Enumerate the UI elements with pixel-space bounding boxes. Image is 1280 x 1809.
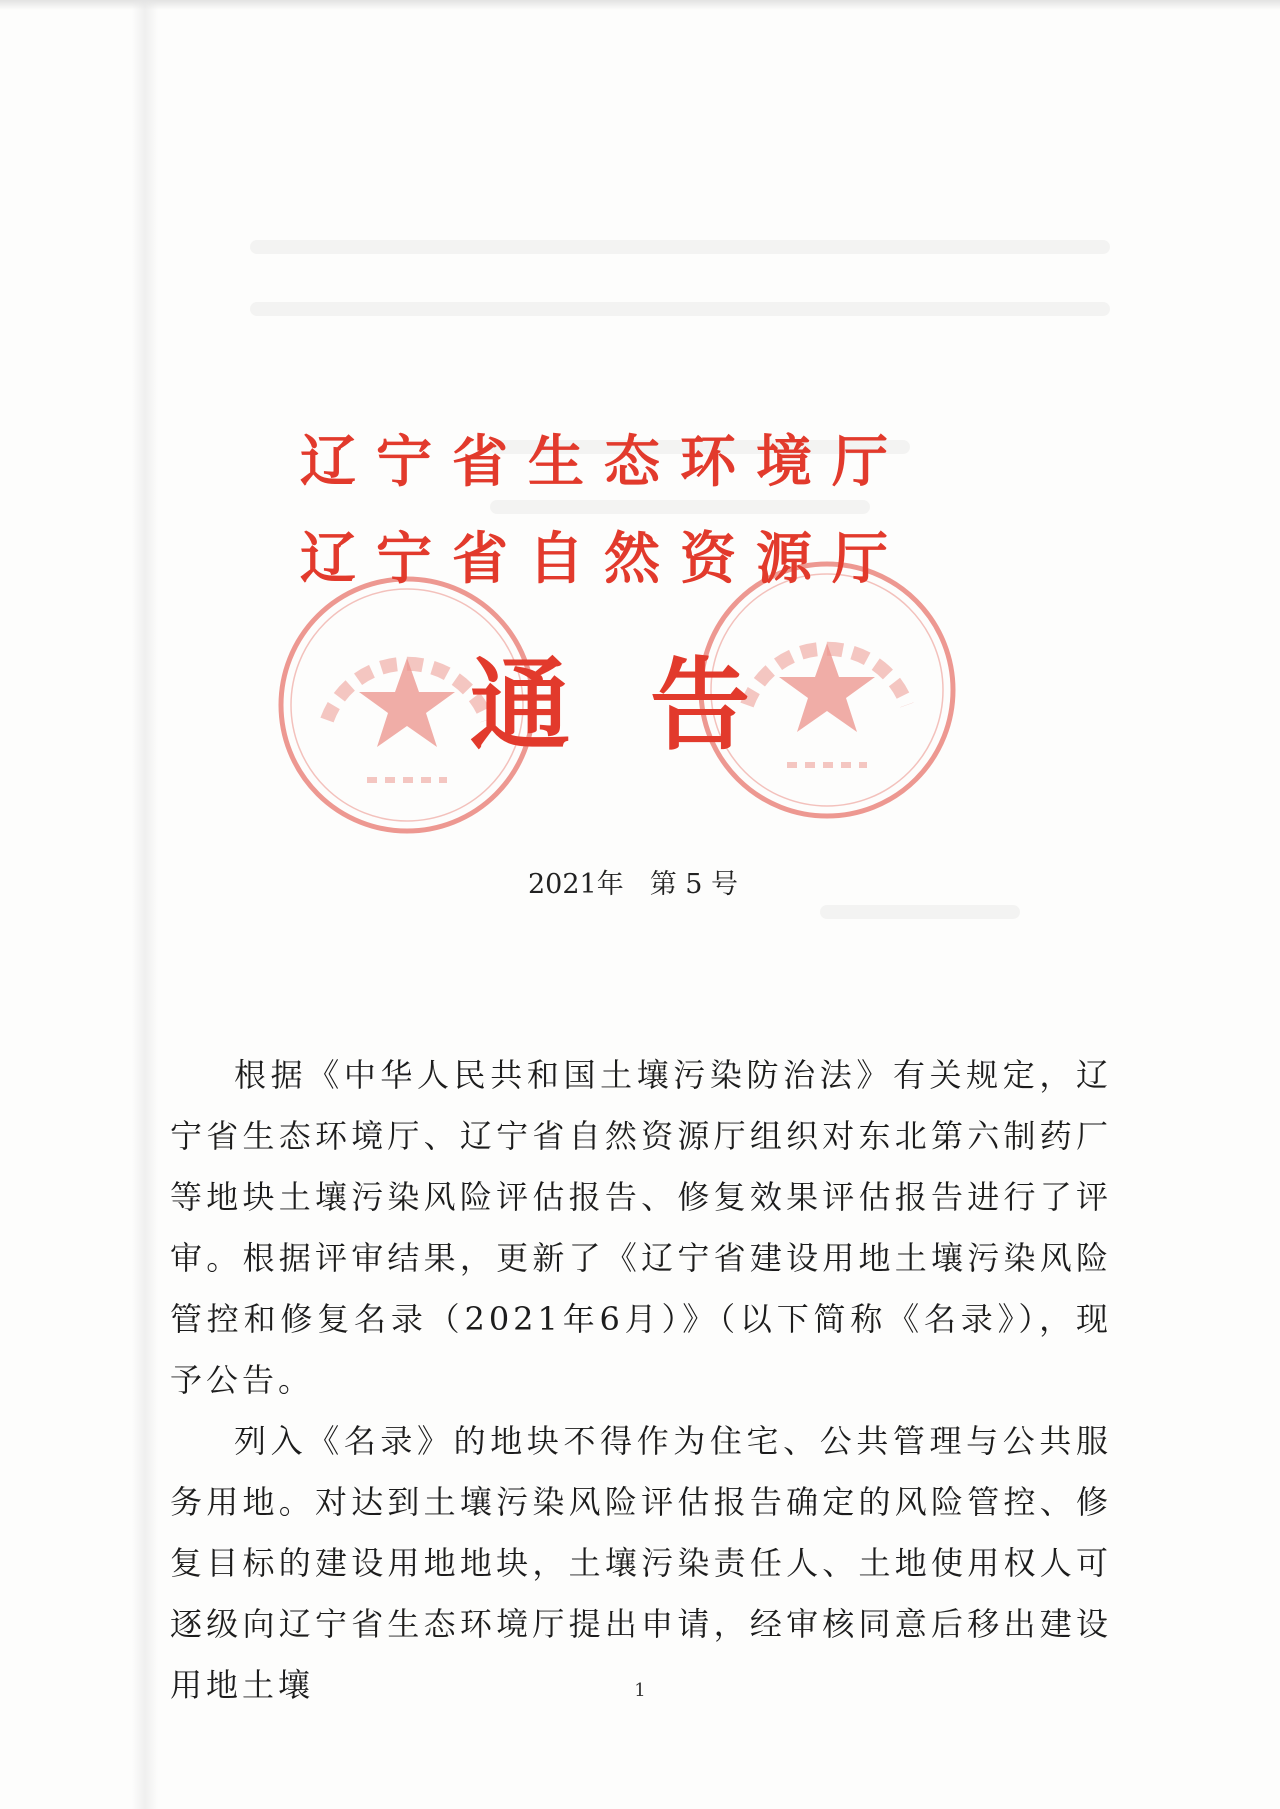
show-through-line	[250, 302, 1110, 316]
page-number: 1	[634, 1680, 646, 1701]
show-through-line	[820, 905, 1020, 919]
show-through-line	[250, 240, 1110, 254]
document-year: 2021年	[528, 869, 624, 900]
scan-top-edge	[0, 0, 1280, 10]
document-serial: 第 5 号	[649, 869, 739, 900]
show-through-line	[490, 500, 870, 514]
issuing-agency-environment: 辽宁省生态环境厅	[300, 430, 908, 495]
scan-shadow-strip	[132, 0, 158, 1809]
document-number	[528, 862, 738, 901]
body-paragraph: 根据《中华人民共和国土壤污染防治法》有关规定，辽宁省生态环境厅、辽宁省自然资源厅组织对东北第六制药厂等地块土壤污染风险评估报告、修复效果评估报告进行了评审。根据评审结果，更新了《辽宁省建设用地土壤污染风险管控和修复名录（2021年6月）》（以下简称《名录》），现予公告。	[170, 1056, 1112, 1399]
body-paragraph: 列入《名录》的地块不得作为住宅、公共管理与公共服务用地。对达到土壤污染风险评估报告确定的风险管控、修复目标的建设用地地块，土壤污染责任人、土地使用权人可逐级向辽宁省生态环境厅提出申请，经审核同意后移出建设用地土壤	[170, 1422, 1112, 1704]
document-type-title: 通告	[470, 647, 830, 764]
issuing-agency-natural-resources: 辽宁省自然资源厅	[300, 527, 908, 592]
notice-body	[170, 1045, 1112, 1716]
